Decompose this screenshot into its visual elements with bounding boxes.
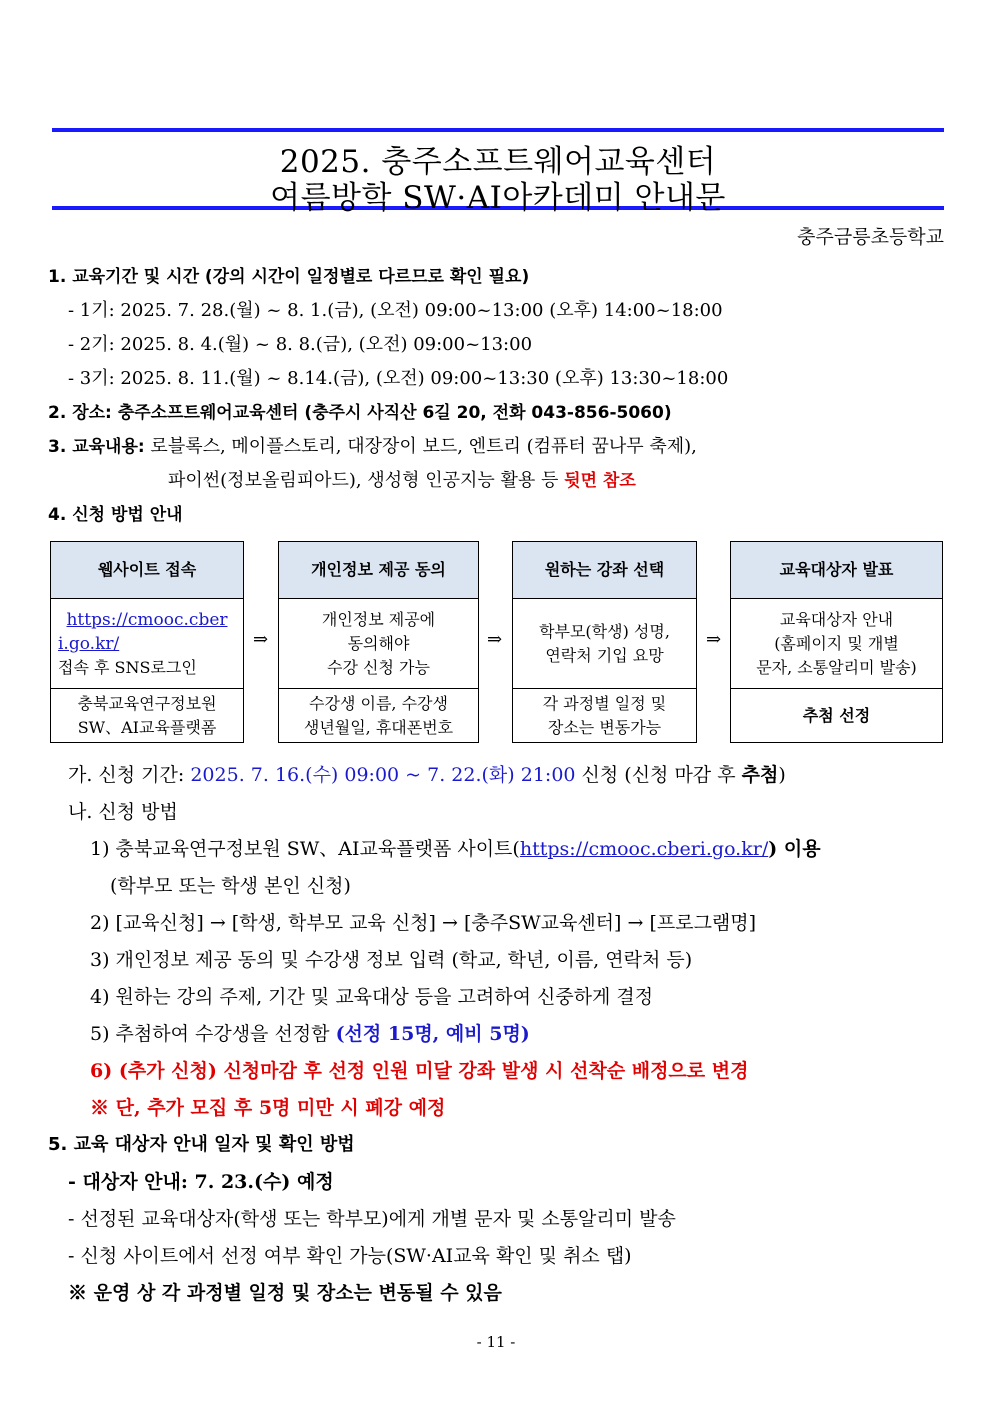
method-5 [90,1019,530,1046]
application-flow [50,541,944,743]
flow-arrow-3: ⇒ [706,629,722,650]
section3-line1 [48,432,697,458]
flow-step-1-foot-1: 충북교육연구정보원 [77,693,217,713]
section5-heading: 5. 교육 대상자 안내 일자 및 확인 방법 [48,1134,355,1155]
section1-heading: 1. 교육기간 및 시간 (강의 시간이 일정별로 다르므로 확인 필요) [48,267,530,287]
flow-arrow-2: ⇒ [487,629,503,650]
school-name: 충주금릉초등학교 [797,226,944,248]
schedule-1: - 1기: 2025. 7. 28.(월) ~ 8. 1.(금), (오전) 09:00~13:00 (오후) 14:00~18:00 [68,300,723,321]
site-login-text: 접속 후 SNS로그인 [58,657,197,677]
flow-arrow-1: ⇒ [253,629,269,650]
section3-line2 [168,466,636,492]
flow-step-website [50,541,244,743]
flow-step-3-body [512,598,697,689]
schedule-3: - 3기: 2025. 8. 11.(월) ~ 8.14.(금), (오전) 09:00~13:30 (오후) 13:30~18:00 [68,368,729,389]
method-1-pre: 1) 충북교육연구정보원 SW、AI교육플랫폼 사이트( [90,838,520,860]
announce-method: - 선정된 교육대상자(학생 또는 학부모)에게 개별 문자 및 소통알리미 발송 [68,1208,676,1230]
flow-step-4-body [730,598,943,689]
section2-heading: 2. 장소: 충주소프트웨어교육센터 (충주시 사직산 6길 20, 전화 043-856-5060) [48,403,672,423]
flow-step-3-foot-1: 각 과정별 일정 및 [542,693,667,713]
announce-date: - 대상자 안내: 7. 23.(수) 예정 [68,1171,334,1193]
method-2: 2) [교육신청] → [학생, 학부모 교육 신청] → [충주SW교육센터] → [프로그램명] [90,912,757,934]
page-number: - 11 - [476,1333,516,1351]
flow-step-1-head: 웹사이트 접속 [50,541,244,599]
method-6-note: ※ 단, 추가 모집 후 5명 미만 시 폐강 예정 [90,1097,446,1119]
period-label: 가. 신청 기간: [68,764,191,786]
flow-step-4-head: 교육대상자 발표 [730,541,943,599]
site-link-part1[interactable]: https://cmooc.cber [66,609,228,630]
flow-step-announce [730,541,943,743]
period-lottery: 추첨 [741,764,779,786]
flow-step-4-body-1: 교육대상자 안내 [779,609,894,629]
application-period [68,760,786,787]
method-1-link[interactable]: https://cmooc.cberi.go.kr/ [519,838,769,860]
flow-step-2-body-1: 개인정보 제공에 [321,609,436,629]
section3-content-1: 로블록스, 메이플스토리, 대장장이 보드, 엔트리 (컴퓨터 꿈나무 축제), [144,436,697,457]
title-line-2: 여름방학 SW·AI아카데미 안내문 [270,180,726,216]
period-rest: 신청 (신청 마감 후 [575,764,742,786]
schedule-2: - 2기: 2025. 8. 4.(월) ~ 8. 8.(금), (오전) 09:00~13:00 [68,334,533,355]
section4-heading: 4. 신청 방법 안내 [48,505,183,525]
flow-step-course [512,541,697,743]
back-page-reference: 뒷면 참조 [564,471,636,491]
flow-step-3-foot [512,688,697,743]
flow-step-4-body-2: (홈페이지 및 개별 [774,633,899,653]
section3-content-2: 파이썬(정보올림피아드), 생성형 인공지능 활용 등 [168,470,565,491]
site-link-part2[interactable]: i.go.kr/ [58,633,120,654]
title-line-1: 2025. 충주소프트웨어교육센터 [279,144,717,180]
flow-step-3-foot-2: 장소는 변동가능 [547,717,662,737]
flow-step-2-head: 개인정보 제공 동의 [278,541,479,599]
flow-step-3-body-2: 연락처 기입 요망 [545,645,664,665]
method-1-post: ) 이용 [768,838,821,860]
change-notice: ※ 운영 상 각 과정별 일정 및 장소는 변동될 수 있음 [68,1282,502,1304]
section3-label: 3. 교육내용: [48,437,145,457]
method-heading: 나. 신청 방법 [68,801,178,823]
flow-step-4-body-3: 문자, 소통알리미 발송) [756,657,917,677]
method-5-quota: (선정 15명, 예비 5명) [335,1023,530,1045]
confirm-method: - 신청 사이트에서 선정 여부 확인 가능(SW·AI교육 확인 및 취소 탭) [68,1245,632,1267]
flow-step-2-body-3: 수강 신청 가능 [327,657,430,677]
method-6: 6) (추가 신청) 신청마감 후 선정 인원 미달 강좌 발생 시 선착순 배정으로 변경 [90,1060,749,1082]
flow-step-2-foot-1: 수강생 이름, 수강생 [309,693,448,713]
flow-step-4-foot: 추첨 선정 [730,688,943,743]
title-box [52,128,944,216]
method-4: 4) 원하는 강의 주제, 기간 및 교육대상 등을 고려하여 신중하게 결정 [90,986,654,1008]
flow-step-1-foot-2: SW、AI교육플랫폼 [77,717,217,737]
period-end: ) [778,764,786,786]
flow-step-2-foot [278,688,479,743]
flow-step-2-foot-2: 생년월일, 휴대폰번호 [303,717,454,737]
flow-step-1-body [50,598,244,689]
flow-step-2-body [278,598,479,689]
method-1 [90,834,821,861]
period-dates: 2025. 7. 16.(수) 09:00 ~ 7. 22.(화) 21:00 [190,764,576,786]
flow-step-1-foot [50,688,244,743]
flow-step-2-body-2: 동의해야 [347,633,410,653]
flow-step-3-body-1: 학부모(학생) 성명, [539,621,670,641]
method-5-pre: 5) 추첨하여 수강생을 선정함 [90,1023,336,1045]
method-1-note: (학부모 또는 학생 본인 신청) [110,875,351,897]
flow-step-3-head: 원하는 강좌 선택 [512,541,697,599]
flow-step-consent [278,541,479,743]
method-3: 3) 개인정보 제공 동의 및 수강생 정보 입력 (학교, 학년, 이름, 연락처 등) [90,949,693,971]
